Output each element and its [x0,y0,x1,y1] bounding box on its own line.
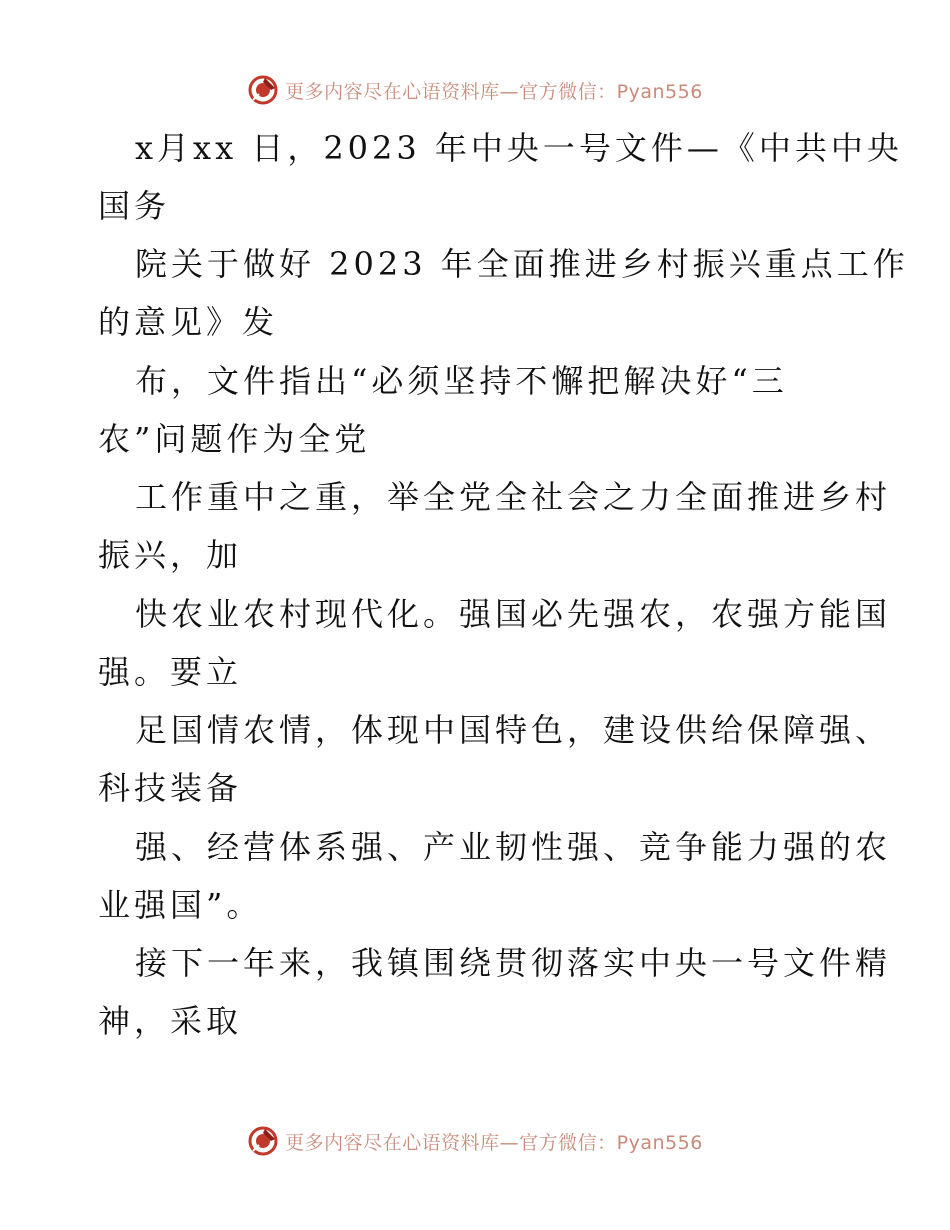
text-line: 快农业农村现代化。强国必先强农，农强方能国 [135,595,892,633]
text-line: 业强国”。 [98,886,263,924]
text-line: 的意见》发 [98,303,279,341]
text-line: 国务 [98,187,171,225]
text-line: 科技装备 [98,769,243,807]
text-line: 工作重中之重，举全党全社会之力全面推进乡村 [135,478,892,516]
pen-circle-logo-icon [247,1125,279,1157]
text-line: 农”问题作为全党 [98,420,371,458]
text-line: 强、经营体系强、产业韧性强、竞争能力强的农 [135,828,892,866]
text-line: 足国情农情，体现中国特色，建设供给保障强、 [135,711,892,749]
text-line: x月xx 日，2023 年中央一号文件—《中共中央 [135,129,903,167]
text-line: 神，采取 [98,1002,243,1040]
watermark-text: 更多内容尽在心语资料库—官方微信：Pyan556 [285,1131,703,1154]
text-line: 强。要立 [98,653,243,691]
text-line: 院关于做好 2023 年全面推进乡村振兴重点工作 [135,245,909,283]
footer-watermark [0,1121,950,1161]
watermark-text: 更多内容尽在心语资料库—官方微信：Pyan556 [285,80,703,103]
text-line: 振兴，加 [98,536,243,574]
text-line: 布，文件指出“必须坚持不懈把解决好“三 [135,362,788,400]
text-line: 接下一年来，我镇围绕贯彻落实中央一号文件精 [135,944,892,982]
